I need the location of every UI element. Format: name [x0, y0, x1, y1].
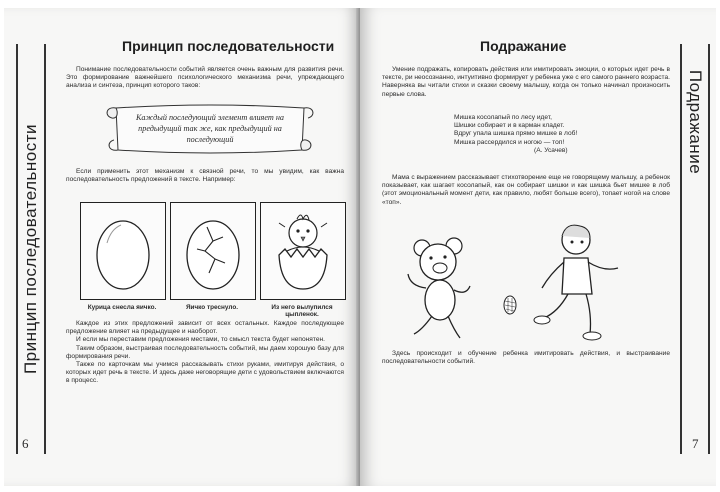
- poem-author: (А. Усачев): [534, 146, 568, 154]
- right-outro: Здесь происходит и обучение ребенка имитировать действия, и выстраивание последовательности событий.: [382, 350, 670, 366]
- open-book: [4, 8, 716, 486]
- left-sidebar-title: Принцип последовательности: [21, 123, 40, 375]
- left-page: [4, 8, 360, 486]
- boy-icon: [532, 218, 622, 344]
- left-outro: Каждое из этих предложений зависит от всех остальных. Каждое последующее предложение влияет на предыдущее и наоборот. И если мы переставим предложения местами, то смысл текста будет непонятен. Таким образом, выстраивая последовательность событий, мы даем хорошую базу для формирования речи. Также по карточкам мы учимся рассказывать стихи руками, имитируя действия, о которых идет речь в тексте. И здесь даже неговорящие дети с удовольствием включаются в процесс.: [66, 320, 344, 385]
- left-sidebar: [16, 44, 46, 454]
- bear-icon: [400, 226, 490, 346]
- cracked-egg-icon: [171, 203, 255, 299]
- left-mid: Если применить этот механизм к связной речи, то мы увидим, как важна последовательность предложений в тексте. Например:: [66, 168, 344, 184]
- page-number-left: 6: [22, 436, 29, 451]
- right-sidebar: [680, 44, 710, 454]
- right-page: [360, 8, 716, 486]
- left-intro: Понимание последовательности событий является очень важным для развития речи. Это формирование важнейшего психологического механизма речи, упреждающего анализа и синтеза, принцип которого таков:: [66, 66, 344, 90]
- poem-line: Шишки собирает и в карман кладет.: [454, 122, 565, 130]
- egg-icon: [81, 203, 165, 299]
- poem: [454, 114, 577, 155]
- poem-line: Мишка рассердился и ногою — топ!: [454, 138, 565, 146]
- card-cracked-egg: [170, 202, 256, 300]
- right-intro: Умение подражать, копировать действия или имитировать эмоции, о которых идет речь в тексте, ри неосознанно, интуитивно формирует у ребенка уже с его самого раннего возраста. Наверняка вы читали стихи и сказки своему малышу, когда он только начинал произносить первые слова.: [382, 66, 670, 98]
- card-egg: [80, 202, 166, 300]
- page-number-right: 7: [692, 436, 699, 451]
- caption-egg: Курица снесла яичко.: [87, 304, 157, 311]
- right-mid: Мама с выражением рассказывает стихотворение еще не говорящему малышу, а ребенок показывает, как шагает косолапый, как он собирает шишки и как шишка бьет мишке в лоб (этот эмоциональный момент дети, как правило, любят больше всего), топает ногой на слове «топ».: [382, 174, 670, 206]
- poem-line: Вдруг упала шишка прямо мишке в лоб!: [454, 130, 578, 138]
- right-sidebar-title: Подражание: [686, 69, 705, 175]
- scroll-banner: [102, 100, 318, 158]
- left-page-title: Принцип последовательности: [122, 38, 335, 54]
- chick-icon: [261, 203, 345, 299]
- caption-chick: Из него вылупился цыпленок.: [271, 304, 333, 318]
- pinecone-icon: [502, 294, 518, 316]
- scroll-text: Каждый последующий элемент влияет на предыдущий так же, как предыдущий на последующий: [135, 113, 284, 144]
- caption-cracked: Яичко треснуло.: [185, 304, 239, 311]
- right-page-title: Подражание: [480, 38, 567, 54]
- poem-line: Мишка косолапый по лесу идет,: [454, 114, 552, 121]
- card-chick: [260, 202, 346, 300]
